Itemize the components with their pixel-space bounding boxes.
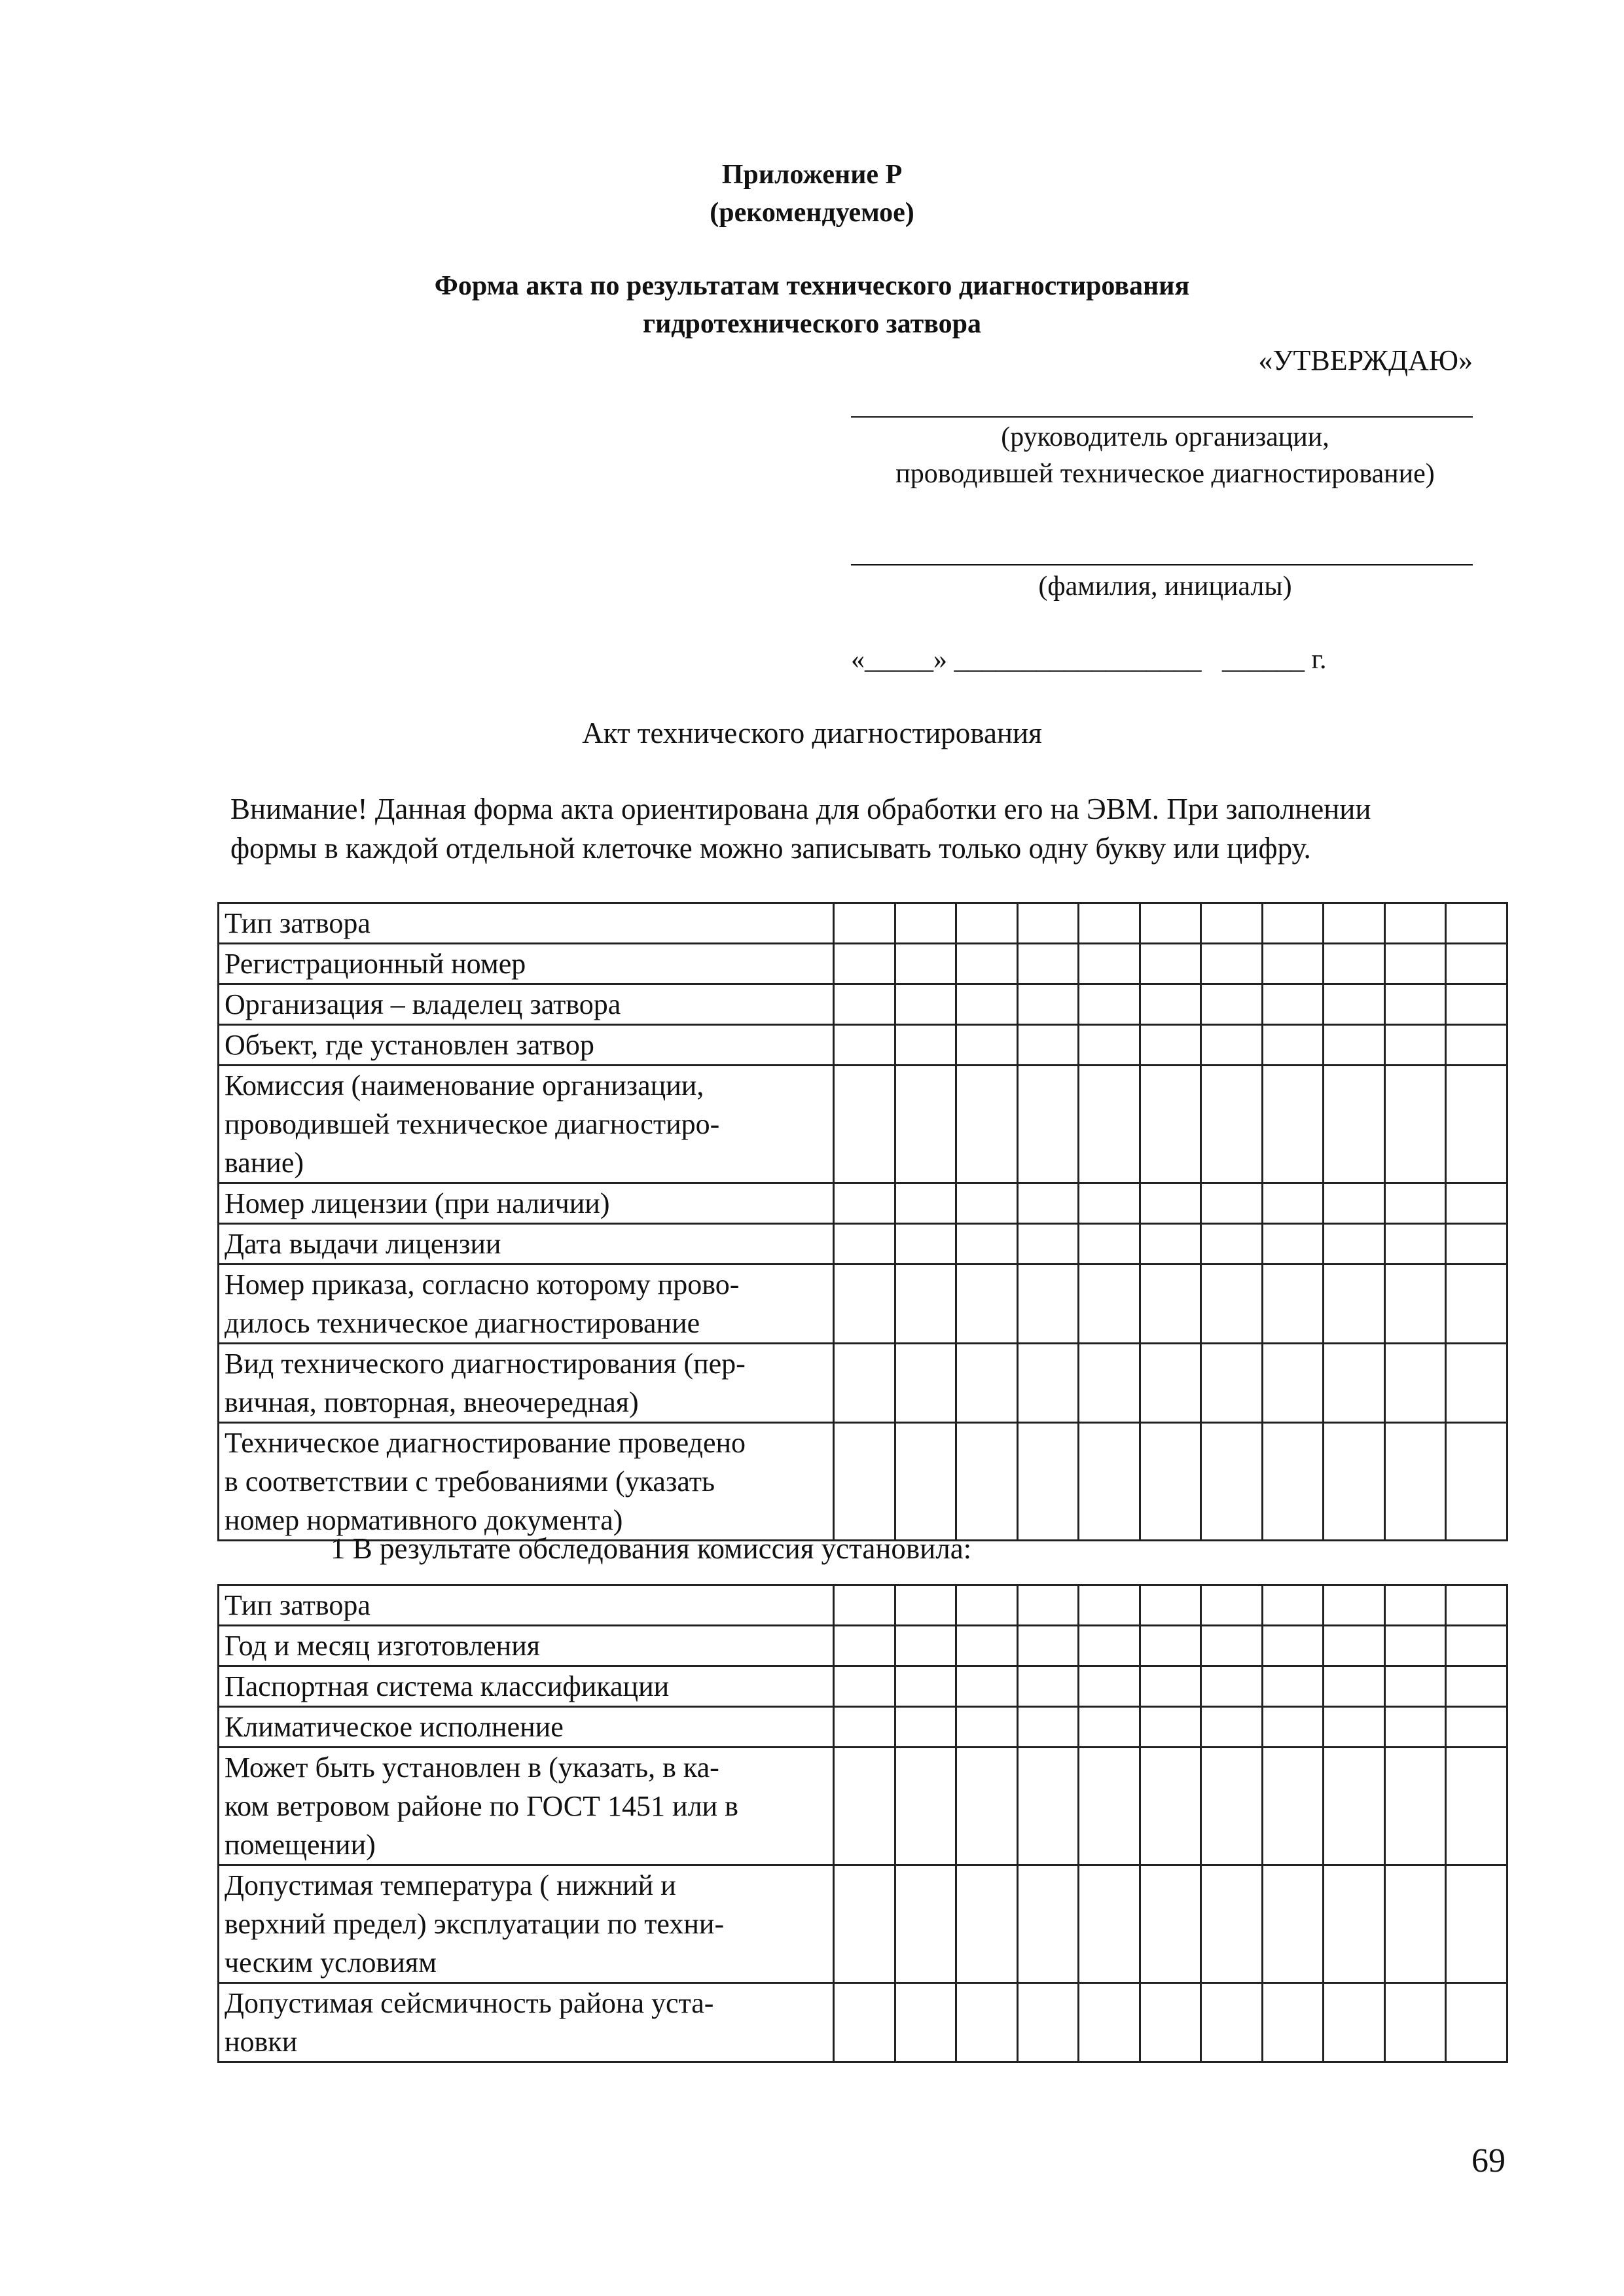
entry-cell[interactable]: [1262, 1748, 1324, 1865]
entry-cell[interactable]: [1079, 1626, 1140, 1666]
entry-cell[interactable]: [1262, 1066, 1324, 1183]
entry-cell[interactable]: [1079, 1585, 1140, 1626]
entry-cell[interactable]: [1262, 944, 1324, 984]
appendix-title: Приложение Р: [721, 160, 903, 190]
row-label: [219, 1025, 834, 1066]
table-row: [219, 1707, 1507, 1748]
entry-cell[interactable]: [1324, 944, 1385, 984]
entry-cell[interactable]: [834, 1707, 895, 1748]
entry-cell[interactable]: [1140, 903, 1201, 944]
table-row: [219, 1983, 1507, 2062]
entry-cell[interactable]: [1201, 1707, 1263, 1748]
notice-line-1: Внимание! Данная форма акта ориентирована для обработки его на ЭВМ. При заполнении: [230, 793, 1371, 825]
table-row: [219, 1865, 1507, 1983]
entry-cell[interactable]: [956, 1025, 1018, 1066]
entry-cell[interactable]: [1446, 903, 1507, 944]
entry-cell[interactable]: [1384, 1983, 1446, 2062]
findings-table: [217, 1584, 1508, 2063]
entry-cell[interactable]: [1201, 1748, 1263, 1865]
row-label: [219, 1423, 834, 1541]
entry-cell[interactable]: [1262, 1183, 1324, 1224]
entry-cell[interactable]: [1446, 1344, 1507, 1423]
entry-cell[interactable]: [1324, 1748, 1385, 1865]
entry-cell[interactable]: [1262, 1265, 1324, 1344]
entry-cell[interactable]: [1079, 1344, 1140, 1423]
notice-text: [230, 789, 1540, 868]
entry-cell[interactable]: [956, 1585, 1018, 1626]
row-label-line: Год и месяц изготовления: [225, 1630, 540, 1662]
entry-cell[interactable]: [1079, 1666, 1140, 1707]
row-label-line: Допустимая температура ( нижний и: [225, 1869, 676, 1901]
entry-cell[interactable]: [895, 1626, 956, 1666]
entry-cell[interactable]: [834, 1666, 895, 1707]
row-label: [219, 1983, 834, 2062]
entry-cell[interactable]: [1079, 1025, 1140, 1066]
entry-cell[interactable]: [1079, 1183, 1140, 1224]
entry-cell[interactable]: [956, 1265, 1018, 1344]
entry-cell[interactable]: [1140, 1983, 1201, 2062]
entry-cell[interactable]: [1384, 984, 1446, 1025]
name-signature-line: [851, 564, 1473, 565]
entry-cell[interactable]: [956, 903, 1018, 944]
entry-cell[interactable]: [1140, 1585, 1201, 1626]
entry-cell[interactable]: [1384, 1224, 1446, 1265]
entry-cell[interactable]: [1262, 1423, 1324, 1541]
entry-cell[interactable]: [1201, 1224, 1263, 1265]
entry-cell[interactable]: [1017, 1707, 1079, 1748]
approve-label: «УТВЕРЖДАЮ»: [1258, 344, 1473, 376]
table-row: [219, 1423, 1507, 1541]
entry-cell[interactable]: [895, 1707, 956, 1748]
entry-cell[interactable]: [1079, 1265, 1140, 1344]
entry-cell[interactable]: [1262, 984, 1324, 1025]
entry-cell[interactable]: [956, 1066, 1018, 1183]
row-label-line: ческим условиям: [225, 1946, 437, 1979]
form-title-line-1: Форма акта по результатам технического диагностирования: [434, 271, 1190, 301]
row-label-line: Объект, где установлен затвор: [225, 1029, 594, 1061]
entry-cell[interactable]: [1079, 1983, 1140, 2062]
entry-cell[interactable]: [1017, 1983, 1079, 2062]
identification-table: [217, 902, 1508, 1541]
entry-cell[interactable]: [1140, 1423, 1201, 1541]
table-row: [219, 903, 1507, 944]
entry-cell[interactable]: [956, 1344, 1018, 1423]
table-row: [219, 1265, 1507, 1344]
entry-cell[interactable]: [895, 1025, 956, 1066]
entry-cell[interactable]: [1201, 1626, 1263, 1666]
entry-cell[interactable]: [1262, 1224, 1324, 1265]
entry-cell[interactable]: [1017, 1265, 1079, 1344]
entry-cell[interactable]: [895, 903, 956, 944]
entry-cell[interactable]: [956, 1626, 1018, 1666]
row-label-line: Тип затвора: [225, 907, 370, 939]
entry-cell[interactable]: [834, 903, 895, 944]
entry-cell[interactable]: [1446, 1666, 1507, 1707]
entry-cell[interactable]: [895, 1265, 956, 1344]
entry-cell[interactable]: [1324, 1983, 1385, 2062]
entry-cell[interactable]: [1140, 1707, 1201, 1748]
entry-cell[interactable]: [1384, 1265, 1446, 1344]
row-label-line: Номер лицензии (при наличии): [225, 1187, 610, 1219]
entry-cell[interactable]: [834, 1183, 895, 1224]
entry-cell[interactable]: [1324, 1423, 1385, 1541]
entry-cell[interactable]: [1324, 1344, 1385, 1423]
page-number: 69: [1471, 2142, 1506, 2179]
row-label-line: Вид технического диагностирования (пер-: [225, 1348, 746, 1380]
row-label-line: Климатическое исполнение: [225, 1711, 564, 1743]
appendix-status: (рекомендуемое): [710, 198, 914, 228]
entry-cell[interactable]: [1384, 1423, 1446, 1541]
entry-cell[interactable]: [1446, 984, 1507, 1025]
table-row: [219, 1183, 1507, 1224]
entry-cell[interactable]: [1201, 1585, 1263, 1626]
entry-cell[interactable]: [1262, 1707, 1324, 1748]
entry-cell[interactable]: [895, 1585, 956, 1626]
notice-line-2: формы в каждой отдельной клеточке можно записывать только одну букву или цифру.: [230, 832, 1311, 865]
row-label-line: Тип затвора: [225, 1589, 370, 1621]
entry-cell[interactable]: [1446, 1025, 1507, 1066]
entry-cell[interactable]: [956, 1748, 1018, 1865]
entry-cell[interactable]: [834, 1025, 895, 1066]
entry-cell[interactable]: [1079, 1748, 1140, 1865]
entry-cell[interactable]: [1446, 1983, 1507, 2062]
entry-cell[interactable]: [1262, 1626, 1324, 1666]
entry-cell[interactable]: [834, 1585, 895, 1626]
row-label-line: вичная, повторная, внеочередная): [225, 1386, 639, 1418]
entry-cell[interactable]: [956, 1224, 1018, 1265]
entry-cell[interactable]: [1324, 1666, 1385, 1707]
entry-cell[interactable]: [895, 984, 956, 1025]
row-label-line: Номер приказа, согласно которому прово-: [225, 1268, 740, 1300]
entry-cell[interactable]: [1384, 1066, 1446, 1183]
row-label: [219, 1066, 834, 1183]
row-label: [219, 1344, 834, 1423]
entry-cell[interactable]: [1079, 944, 1140, 984]
entry-cell[interactable]: [1324, 1265, 1385, 1344]
entry-cell[interactable]: [1140, 1666, 1201, 1707]
row-label-line: дилось техническое диагностирование: [225, 1307, 700, 1339]
head-signature-line: [851, 416, 1473, 418]
table-row: [219, 1626, 1507, 1666]
entry-cell[interactable]: [1201, 1423, 1263, 1541]
row-label-line: вание): [225, 1147, 304, 1179]
entry-cell[interactable]: [1446, 1626, 1507, 1666]
entry-cell[interactable]: [1324, 984, 1385, 1025]
entry-cell[interactable]: [1384, 1025, 1446, 1066]
entry-cell[interactable]: [1017, 1025, 1079, 1066]
row-label: [219, 984, 834, 1025]
entry-cell[interactable]: [1446, 1423, 1507, 1541]
entry-cell[interactable]: [1201, 1025, 1263, 1066]
table-row: [219, 984, 1507, 1025]
table-row: [219, 944, 1507, 984]
entry-cell[interactable]: [1384, 1666, 1446, 1707]
head-caption-2: проводившей техническое диагностирование): [895, 459, 1435, 489]
row-label-line: новки: [225, 2026, 298, 2058]
row-label-line: Комиссия (наименование организации,: [225, 1069, 704, 1102]
entry-cell[interactable]: [1140, 1344, 1201, 1423]
entry-cell[interactable]: [1140, 1748, 1201, 1865]
entry-cell[interactable]: [1262, 1983, 1324, 2062]
entry-cell[interactable]: [1017, 1666, 1079, 1707]
entry-cell[interactable]: [1201, 903, 1263, 944]
entry-cell[interactable]: [956, 984, 1018, 1025]
row-label: [219, 1748, 834, 1865]
entry-cell[interactable]: [895, 1224, 956, 1265]
entry-cell[interactable]: [1324, 1183, 1385, 1224]
entry-cell[interactable]: [1201, 1183, 1263, 1224]
row-label: [219, 1183, 834, 1224]
entry-cell[interactable]: [1446, 1865, 1507, 1983]
row-label: [219, 1265, 834, 1344]
entry-cell[interactable]: [1017, 1224, 1079, 1265]
entry-cell[interactable]: [834, 984, 895, 1025]
entry-cell[interactable]: [1262, 1344, 1324, 1423]
entry-cell[interactable]: [1017, 1183, 1079, 1224]
name-caption: (фамилия, инициалы): [1038, 571, 1292, 601]
entry-cell[interactable]: [1140, 1025, 1201, 1066]
table-row: [219, 1666, 1507, 1707]
entry-cell[interactable]: [1384, 1865, 1446, 1983]
row-label: [219, 1666, 834, 1707]
entry-cell[interactable]: [1384, 1344, 1446, 1423]
entry-cell[interactable]: [1384, 903, 1446, 944]
entry-cell[interactable]: [895, 1066, 956, 1183]
entry-cell[interactable]: [834, 1344, 895, 1423]
entry-cell[interactable]: [1079, 1066, 1140, 1183]
entry-cell[interactable]: [1324, 1585, 1385, 1626]
entry-cell[interactable]: [895, 1423, 956, 1541]
entry-cell[interactable]: [1384, 944, 1446, 984]
row-label: [219, 1585, 834, 1626]
entry-cell[interactable]: [1324, 1626, 1385, 1666]
entry-cell[interactable]: [1262, 1666, 1324, 1707]
entry-cell[interactable]: [1140, 984, 1201, 1025]
entry-cell[interactable]: [834, 1224, 895, 1265]
row-label-line: ком ветровом районе по ГОСТ 1451 или в: [225, 1790, 738, 1822]
entry-cell[interactable]: [1446, 1265, 1507, 1344]
entry-cell[interactable]: [1017, 1066, 1079, 1183]
entry-cell[interactable]: [1262, 1865, 1324, 1983]
entry-cell[interactable]: [956, 1983, 1018, 2062]
entry-cell[interactable]: [1201, 1666, 1263, 1707]
entry-cell[interactable]: [895, 1344, 956, 1423]
entry-cell[interactable]: [1201, 1265, 1263, 1344]
table-row: [219, 1344, 1507, 1423]
table-row: [219, 1025, 1507, 1066]
entry-cell[interactable]: [1446, 1707, 1507, 1748]
entry-cell[interactable]: [834, 1865, 895, 1983]
entry-cell[interactable]: [1324, 1865, 1385, 1983]
row-label-line: Техническое диагностирование проведено: [225, 1427, 746, 1459]
row-label-line: проводившей техническое диагностиро-: [225, 1108, 720, 1140]
row-label-line: Паспортная система классификации: [225, 1670, 670, 1702]
entry-cell[interactable]: [1384, 1585, 1446, 1626]
section-heading: 1 В результате обследования комиссия установила:: [331, 1532, 972, 1565]
entry-cell[interactable]: [895, 1666, 956, 1707]
entry-cell[interactable]: [1324, 1066, 1385, 1183]
entry-cell[interactable]: [1324, 1224, 1385, 1265]
entry-cell[interactable]: [1079, 903, 1140, 944]
entry-cell[interactable]: [1446, 1585, 1507, 1626]
entry-cell[interactable]: [1201, 1066, 1263, 1183]
row-label-line: в соответствии с требованиями (указать: [225, 1465, 715, 1498]
entry-cell[interactable]: [834, 1983, 895, 2062]
entry-cell[interactable]: [1262, 903, 1324, 944]
entry-cell[interactable]: [834, 1626, 895, 1666]
entry-cell[interactable]: [1446, 1748, 1507, 1865]
row-label-line: верхний предел) эксплуатации по техни-: [225, 1908, 725, 1940]
row-label: [219, 1626, 834, 1666]
entry-cell[interactable]: [956, 1707, 1018, 1748]
entry-cell[interactable]: [1079, 1423, 1140, 1541]
entry-cell[interactable]: [1017, 903, 1079, 944]
act-title: Акт технического диагностирования: [582, 717, 1042, 749]
entry-cell[interactable]: [1017, 944, 1079, 984]
entry-cell[interactable]: [1140, 1066, 1201, 1183]
entry-cell[interactable]: [1017, 1585, 1079, 1626]
entry-cell[interactable]: [1079, 1224, 1140, 1265]
row-label: [219, 903, 834, 944]
entry-cell[interactable]: [1201, 1865, 1263, 1983]
entry-cell[interactable]: [1140, 1265, 1201, 1344]
row-label-line: Дата выдачи лицензии: [225, 1228, 501, 1260]
entry-cell[interactable]: [956, 1666, 1018, 1707]
entry-cell[interactable]: [895, 944, 956, 984]
entry-cell[interactable]: [1446, 1066, 1507, 1183]
row-label-line: Может быть установлен в (указать, в ка-: [225, 1751, 719, 1784]
row-label-line: Организация – владелец затвора: [225, 988, 621, 1020]
entry-cell[interactable]: [834, 1066, 895, 1183]
entry-cell[interactable]: [956, 944, 1018, 984]
date-line: «_____» __________________ ______ г.: [851, 645, 1327, 675]
entry-cell[interactable]: [1079, 984, 1140, 1025]
entry-cell[interactable]: [1201, 1344, 1263, 1423]
entry-cell[interactable]: [1140, 1626, 1201, 1666]
entry-cell[interactable]: [834, 944, 895, 984]
entry-cell[interactable]: [1324, 1025, 1385, 1066]
entry-cell[interactable]: [1017, 1865, 1079, 1983]
entry-cell[interactable]: [1140, 1183, 1201, 1224]
entry-cell[interactable]: [1017, 1344, 1079, 1423]
row-label: [219, 1707, 834, 1748]
entry-cell[interactable]: [834, 1748, 895, 1865]
entry-cell[interactable]: [1017, 984, 1079, 1025]
entry-cell[interactable]: [1384, 1748, 1446, 1865]
head-caption-1: (руководитель организации,: [1001, 422, 1329, 452]
entry-cell[interactable]: [1201, 984, 1263, 1025]
entry-cell[interactable]: [956, 1423, 1018, 1541]
row-label-line: Допустимая сейсмичность района уста-: [225, 1987, 714, 2019]
entry-cell[interactable]: [1017, 1626, 1079, 1666]
entry-cell[interactable]: [956, 1865, 1018, 1983]
entry-cell[interactable]: [1262, 1025, 1324, 1066]
row-label-line: помещении): [225, 1829, 376, 1861]
entry-cell[interactable]: [834, 1265, 895, 1344]
entry-cell[interactable]: [1324, 1707, 1385, 1748]
row-label-line: номер нормативного документа): [225, 1504, 623, 1536]
row-label: [219, 1865, 834, 1983]
entry-cell[interactable]: [895, 1983, 956, 2062]
document-header: [0, 156, 1624, 343]
entry-cell[interactable]: [1446, 944, 1507, 984]
row-label: [219, 944, 834, 984]
entry-cell[interactable]: [956, 1183, 1018, 1224]
entry-cell[interactable]: [1446, 1224, 1507, 1265]
entry-cell[interactable]: [1384, 1626, 1446, 1666]
entry-cell[interactable]: [895, 1865, 956, 1983]
table-row: [219, 1066, 1507, 1183]
entry-cell[interactable]: [895, 1748, 956, 1865]
row-label: [219, 1224, 834, 1265]
table-row: [219, 1748, 1507, 1865]
entry-cell[interactable]: [1384, 1707, 1446, 1748]
table-row: [219, 1585, 1507, 1626]
entry-cell[interactable]: [1324, 903, 1385, 944]
entry-cell[interactable]: [1079, 1865, 1140, 1983]
entry-cell[interactable]: [1140, 1224, 1201, 1265]
entry-cell[interactable]: [1079, 1707, 1140, 1748]
entry-cell[interactable]: [1140, 1865, 1201, 1983]
table-row: [219, 1224, 1507, 1265]
entry-cell[interactable]: [1384, 1183, 1446, 1224]
row-label-line: Регистрационный номер: [225, 948, 526, 980]
entry-cell[interactable]: [834, 1423, 895, 1541]
entry-cell[interactable]: [1262, 1585, 1324, 1626]
entry-cell[interactable]: [895, 1183, 956, 1224]
entry-cell[interactable]: [1017, 1748, 1079, 1865]
entry-cell[interactable]: [1201, 1983, 1263, 2062]
entry-cell[interactable]: [1017, 1423, 1079, 1541]
entry-cell[interactable]: [1446, 1183, 1507, 1224]
form-title-line-2: гидротехнического затвора: [643, 309, 981, 339]
entry-cell[interactable]: [1140, 944, 1201, 984]
entry-cell[interactable]: [1201, 944, 1263, 984]
